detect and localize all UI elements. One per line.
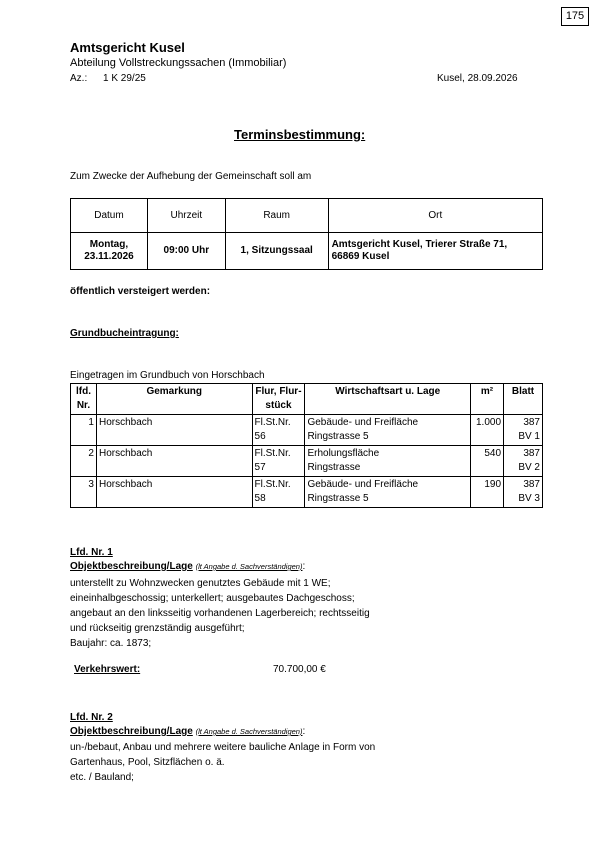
item2-desc-label: Objektbeschreibung/Lage: [70, 726, 193, 737]
cell-wirtschaftsart: [305, 415, 471, 446]
appointment-table: [70, 198, 543, 270]
item1-desc-heading: [70, 561, 305, 573]
cell-gemarkung: Horschbach: [96, 477, 252, 508]
property-table: [70, 383, 543, 508]
page-number: 175: [561, 7, 589, 26]
cell-m2: 540: [471, 446, 504, 477]
header-uhrzeit: Uhrzeit: [147, 199, 225, 233]
item2-desc-colon: :: [302, 726, 306, 737]
item2-description: [70, 740, 375, 785]
item2-heading: Lfd. Nr. 2: [70, 712, 113, 723]
header-ort: Ort: [328, 199, 542, 233]
az-label: Az.:: [70, 73, 88, 84]
cell-flur: [252, 415, 305, 446]
cell-wirtschaftsart: [305, 477, 471, 508]
header-datum: Datum: [71, 199, 148, 233]
cell-raum: 1, Sitzungssaal: [225, 233, 328, 270]
az-value: 1 K 29/25: [103, 73, 146, 84]
art-line1: Gebäude- und Freifläche: [307, 479, 419, 490]
item1-line: unterstellt zu Wohnzwecken genutztes Gebäude mit 1 WE;: [70, 578, 331, 589]
item1-desc-label: Objektbeschreibung/Lage: [70, 561, 193, 572]
flur-line1: Fl.St.Nr.: [254, 448, 291, 459]
cell-gemarkung: Horschbach: [96, 446, 252, 477]
item1-heading: Lfd. Nr. 1: [70, 547, 113, 558]
blatt-line1: 387: [523, 448, 540, 459]
art-line1: Erholungsfläche: [307, 448, 380, 459]
table-row: [71, 446, 543, 477]
th-flur-2: stück: [265, 400, 292, 411]
intro-text: Zum Zwecke der Aufhebung der Gemeinschaft soll am: [70, 171, 312, 182]
item2-desc-heading: [70, 726, 305, 738]
cell-m2: 190: [471, 477, 504, 508]
grundbuch-heading: Grundbucheintragung:: [70, 328, 179, 339]
item1-desc-colon: :: [302, 561, 306, 572]
place-date: Kusel, 28.09.2026: [437, 73, 518, 84]
cell-flur: [252, 446, 305, 477]
ort-line1: Amtsgericht Kusel, Trierer Straße 71,: [331, 239, 508, 250]
cell-blatt: [504, 415, 543, 446]
cell-blatt: [504, 477, 543, 508]
item1-value: 70.700,00 €: [273, 664, 326, 675]
th-lfd-1: lfd.: [75, 386, 91, 397]
court-name: Amtsgericht Kusel: [70, 40, 185, 55]
table-row: [71, 415, 543, 446]
item1-line: eineinhalbgeschossig; unterkellert; ausgebautes Dachgeschoss;: [70, 593, 355, 604]
th-m2: m²: [471, 384, 504, 415]
cell-nr: 2: [71, 446, 97, 477]
header-raum: Raum: [225, 199, 328, 233]
datum-line2: 23.11.2026: [84, 251, 134, 262]
item1-value-label: Verkehrswert:: [74, 664, 141, 675]
th-lfd: [71, 384, 97, 415]
page-title: Terminsbestimmung:: [234, 127, 366, 142]
th-flur: [252, 384, 305, 415]
cell-m2: 1.000: [471, 415, 504, 446]
ort-line2: 66869 Kusel: [331, 251, 390, 262]
grundbuch-intro: Eingetragen im Grundbuch von Horschbach: [70, 370, 265, 381]
cell-gemarkung: Horschbach: [96, 415, 252, 446]
blatt-line1: 387: [523, 417, 540, 428]
flur-line1: Fl.St.Nr.: [254, 417, 291, 428]
item2-line: Gartenhaus, Pool, Sitzflächen o. ä.: [70, 757, 225, 768]
th-gemarkung: Gemarkung: [96, 384, 252, 415]
th-lfd-2: Nr.: [76, 400, 91, 411]
cell-wirtschaftsart: [305, 446, 471, 477]
item1-description: [70, 576, 370, 651]
item2-line: etc. / Bauland;: [70, 772, 134, 783]
cell-blatt: [504, 446, 543, 477]
appointment-header-row: [71, 199, 543, 233]
item2-line: un-/bebaut, Anbau und mehrere weitere bauliche Anlage in Form von: [70, 742, 376, 753]
item1-desc-note: (lt Angabe d. Sachverständigen): [195, 562, 303, 571]
appointment-row: [71, 233, 543, 270]
flur-line2: 57: [254, 462, 266, 473]
table-row: [71, 477, 543, 508]
th-flur-1: Flur, Flur-: [255, 386, 302, 397]
art-line2: Ringstrasse 5: [307, 431, 369, 442]
flur-line2: 56: [254, 431, 266, 442]
cell-datum: [71, 233, 148, 270]
blatt-line2: BV 3: [518, 493, 540, 504]
th-blatt: Blatt: [504, 384, 543, 415]
auction-text: öffentlich versteigert werden:: [70, 286, 211, 297]
flur-line1: Fl.St.Nr.: [254, 479, 291, 490]
blatt-line2: BV 1: [518, 431, 540, 442]
item2-desc-note: (lt Angabe d. Sachverständigen): [195, 727, 303, 736]
cell-nr: 1: [71, 415, 97, 446]
th-wirtschaftsart: Wirtschaftsart u. Lage: [305, 384, 471, 415]
flur-line2: 58: [254, 493, 266, 504]
cell-uhrzeit: 09:00 Uhr: [147, 233, 225, 270]
cell-flur: [252, 477, 305, 508]
art-line1: Gebäude- und Freifläche: [307, 417, 419, 428]
datum-line1: Montag,: [89, 239, 129, 250]
art-line2: Ringstrasse: [307, 462, 361, 473]
blatt-line2: BV 2: [518, 462, 540, 473]
item1-line: angebaut an den linksseitig vorhandenen Lagerbereich; rechtsseitig: [70, 608, 370, 619]
item1-line: und rückseitig grenzständig ausgeführt;: [70, 623, 245, 634]
blatt-line1: 387: [523, 479, 540, 490]
cell-nr: 3: [71, 477, 97, 508]
cell-ort: [328, 233, 542, 270]
item1-line: Baujahr: ca. 1873;: [70, 638, 152, 649]
property-header-row: [71, 384, 543, 415]
department: Abteilung Vollstreckungssachen (Immobiliar): [70, 57, 287, 69]
art-line2: Ringstrasse 5: [307, 493, 369, 504]
